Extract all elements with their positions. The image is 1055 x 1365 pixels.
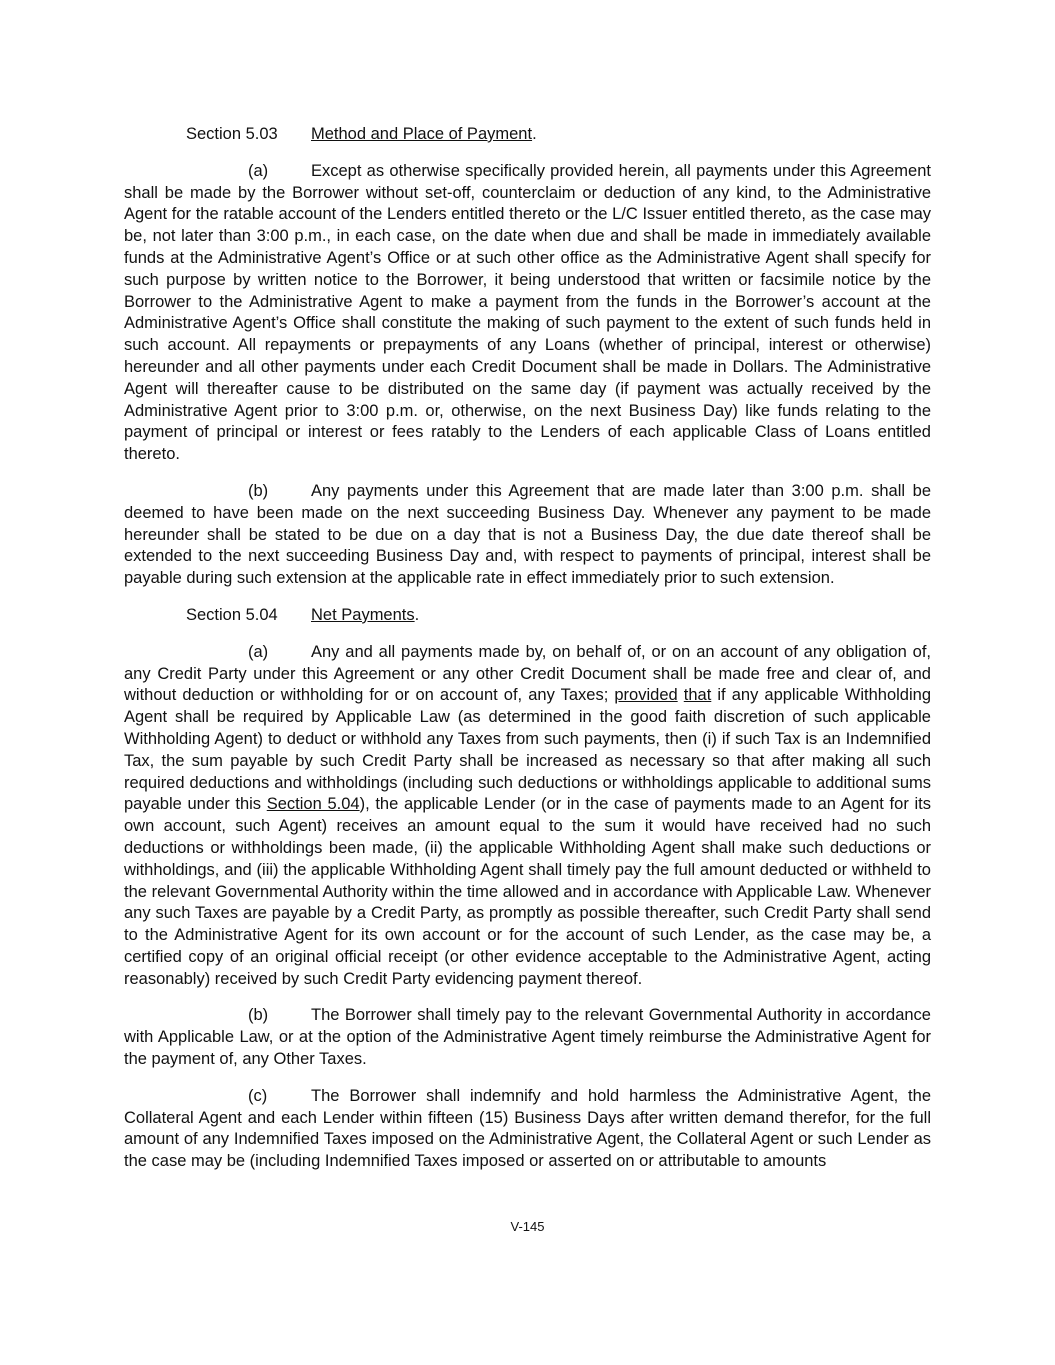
paragraph-label: (c): [248, 1086, 268, 1105]
section-5-04-paragraph-c: [124, 1086, 931, 1173]
section-number: Section 5.03: [186, 125, 278, 143]
section-title: Method and Place of Payment: [311, 125, 533, 143]
paragraph-text: Except as otherwise specifically provided herein, all payments under this Agreement shall be made by the Borrower without set-off, counterclaim or deduction of any kind, to the Administrative Agent for the ratable account of the Lenders entitled thereto or the L/C Issuer entitled thereto, as the case may be, not later than 3:00 p.m., in each case, on the date when due and shall be made in immediately available funds at the Administrative Agent’s Office or at such other office as the Administrative Agent shall specify for such purpose by written notice to the Borrower, it being understood that written or facsimile notice by the Borrower to the Administrative Agent to make a payment from the funds in the Borrower’s account at the Administrative Agent’s Office shall constitute the making of such payment to the extent of such funds held in such account. All repayments or prepayments of any Loans (whether of principal, interest or otherwise) hereunder and all other payments under each Credit Document shall be made in Dollars. The Administrative Agent will thereafter cause to be distributed on the same day (if payment was actually received by the Administrative Agent prior to 3:00 p.m. or, otherwise, on the next Business Day) like funds relating to the payment of principal or interest or fees ratably to the Lenders of each applicable Class of Loans entitled thereto.: [124, 161, 931, 464]
paragraph-text-part-1: Any and all payments made by, on behalf of, or on an account of any obligation of, any Credit Party under this Agreement or any other Credit Document shall be made free and clear of, and without deduction or withholding for or on account of, any Taxes;: [124, 642, 931, 705]
section-title-period: .: [414, 605, 420, 624]
section-5-03-paragraph-b: [124, 481, 931, 590]
document-page: [124, 124, 931, 1188]
section-cross-reference: Section 5.04: [266, 795, 360, 814]
paragraph-label: (a): [248, 642, 269, 661]
paragraph-label: (b): [248, 481, 269, 500]
section-5-03-paragraph-a: [124, 161, 931, 466]
section-number: Section 5.04: [186, 605, 278, 624]
paragraph-text-part-2: if any applicable Withholding Agent shall be required by Applicable Law (as determined in the good faith discretion of such applicable Withholding Agent) to deduct or withhold any Taxes from such payments, then (i) if such Tax is an Indemnified Tax, the sum payable by such Credit Party shall be increased as necessary so that after making all such required deductions and withholdings (including such deductions or withholdings applicable to additional sums payable under this: [124, 686, 931, 814]
paragraph-label: (b): [248, 1006, 269, 1025]
section-5-04-paragraph-b: [124, 1005, 931, 1070]
section-5-04-heading: [124, 605, 931, 627]
section-title: Net Payments: [311, 605, 415, 624]
paragraph-text-part-3: ), the applicable Lender (or in the case of payments made to an Agent for its own account, such Agent) receives an amount equal to the sum it would have received had no such deductions or withholdings been made, (ii) the applicable Withholding Agent shall make such deductions or withholdings, and (iii) the applicable Withholding Agent shall timely pay the full amount deducted or withheld to the relevant Governmental Authority within the time allowed and in accordance with Applicable Law. Whenever any such Taxes are payable by a Credit Party, as promptly as possible thereafter, such Credit Party shall send to the Administrative Agent for its own account or for the account of such Lender, as the case may be, a certified copy of an original official receipt (or other evidence acceptable to the Administrative Agent, acting reasonably) received by such Credit Party evidencing payment thereof.: [124, 795, 931, 988]
section-title-period: .: [532, 125, 537, 143]
paragraph-text: The Borrower shall indemnify and hold harmless the Administrative Agent, the Collateral Agent and each Lender within fifteen (15) Business Days after written demand therefor, for the full amount of any Indemnified Taxes imposed on the Administrative Agent, the Collateral Agent or such Lender as the case may be (including Indemnified Taxes imposed or asserted on or attributable to amounts: [124, 1086, 931, 1171]
paragraph-label: (a): [248, 161, 269, 180]
provided-term: provided: [614, 686, 678, 705]
that-term: that: [683, 686, 712, 705]
section-5-04-paragraph-a: [124, 642, 931, 991]
page-number: V-145: [510, 1219, 545, 1234]
paragraph-text: Any payments under this Agreement that are made later than 3:00 p.m. shall be deemed to have been made on the next succeeding Business Day. Whenever any payment to be made hereunder shall be stated to be due on a day that is not a Business Day, the due date thereof shall be extended to the next succeeding Business Day and, with respect to payments of principal, interest shall be payable during such extension at the applicable rate in effect immediately prior to such extension.: [124, 481, 931, 588]
paragraph-text: The Borrower shall timely pay to the relevant Governmental Authority in accordance with Applicable Law, or at the option of the Administrative Agent timely reimburse the Administrative Agent for the payment of, any Other Taxes.: [124, 1006, 931, 1069]
section-5-03-heading: [124, 124, 931, 146]
